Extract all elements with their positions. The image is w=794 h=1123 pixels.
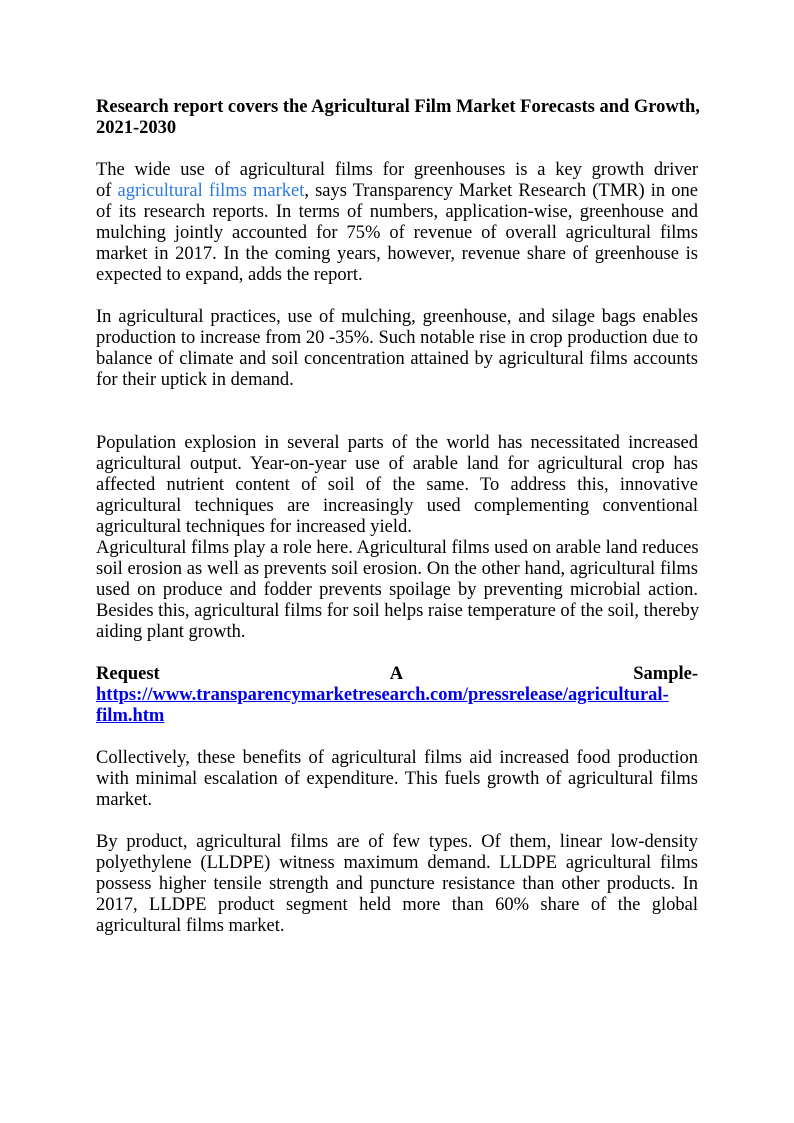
text-line: market in 2017. In the coming years, however, revenue share of greenhouse is <box>96 244 698 264</box>
link[interactable]: agricultural films market <box>117 181 305 201</box>
link[interactable]: https://www.transparencymarketresearch.com/pressrelease/agricultural- <box>96 685 669 705</box>
text-line: expected to expand, adds the report. <box>96 265 363 285</box>
text-line: Agricultural films play a role here. Agricultural films used on arable land reduces <box>96 538 699 558</box>
text-line: balance of climate and soil concentration attained by agricultural films accounts <box>96 349 698 369</box>
text-line <box>96 685 698 706</box>
text-segment: , says Transparency Market Research (TMR) in one <box>304 181 698 201</box>
paragraph <box>96 307 698 391</box>
text-line: possess higher tensile strength and puncture resistance than other products. In <box>96 874 698 894</box>
text-line: agricultural films market. <box>96 916 285 936</box>
text-line: By product, agricultural films are of few types. Of them, linear low-density <box>96 832 698 852</box>
paragraph <box>96 832 698 937</box>
document-title <box>96 97 698 139</box>
text-line <box>96 181 698 202</box>
text-line: The wide use of agricultural films for greenhouses is a key growth driver <box>96 160 698 180</box>
text-line: used on produce and fodder prevents spoilage by preventing microbial action. <box>96 580 698 600</box>
request-sample-block <box>96 664 698 727</box>
text-line: agricultural output. Year-on-year use of arable land for agricultural crop has <box>96 454 698 474</box>
text-line: affected nutrient content of soil of the same. To address this, innovative <box>96 475 698 495</box>
link[interactable]: film.htm <box>96 706 165 726</box>
text-line: of its research reports. In terms of numbers, application-wise, greenhouse and <box>96 202 698 222</box>
text-line: for their uptick in demand. <box>96 370 294 390</box>
text-line: soil erosion as well as prevents soil erosion. On the other hand, agricultural films <box>96 559 698 579</box>
title-line: 2021-2030 <box>96 118 177 138</box>
text-line: agricultural techniques are increasingly used complementing conventional <box>96 496 698 516</box>
text-line: Population explosion in several parts of the world has necessitated increased <box>96 433 698 453</box>
text-line: Collectively, these benefits of agricultural films aid increased food production <box>96 748 698 768</box>
paragraph <box>96 433 698 538</box>
text-line: agricultural techniques for increased yield. <box>96 517 412 537</box>
paragraph <box>96 160 698 286</box>
text-line: production to increase from 20 -35%. Such notable rise in crop production due to <box>96 328 698 348</box>
paragraph <box>96 748 698 811</box>
text-line: market. <box>96 790 152 810</box>
text-line: with minimal escalation of expenditure. This fuels growth of agricultural films <box>96 769 698 789</box>
paragraph <box>96 538 698 643</box>
text-segment: of <box>96 181 118 201</box>
title-line: Research report covers the Agricultural Film Market Forecasts and Growth, <box>96 97 700 117</box>
text-line: mulching jointly accounted for 75% of revenue of overall agricultural films <box>96 223 698 243</box>
text-line: Request A Sample- <box>96 664 698 684</box>
text-line: polyethylene (LLDPE) witness maximum demand. LLDPE agricultural films <box>96 853 698 873</box>
text-line <box>96 706 698 727</box>
text-line: Besides this, agricultural films for soil helps raise temperature of the soil, thereby <box>96 601 700 621</box>
text-line: 2017, LLDPE product segment held more than 60% share of the global <box>96 895 698 915</box>
text-line: aiding plant growth. <box>96 622 246 642</box>
text-line: In agricultural practices, use of mulching, greenhouse, and silage bags enables <box>96 307 698 327</box>
